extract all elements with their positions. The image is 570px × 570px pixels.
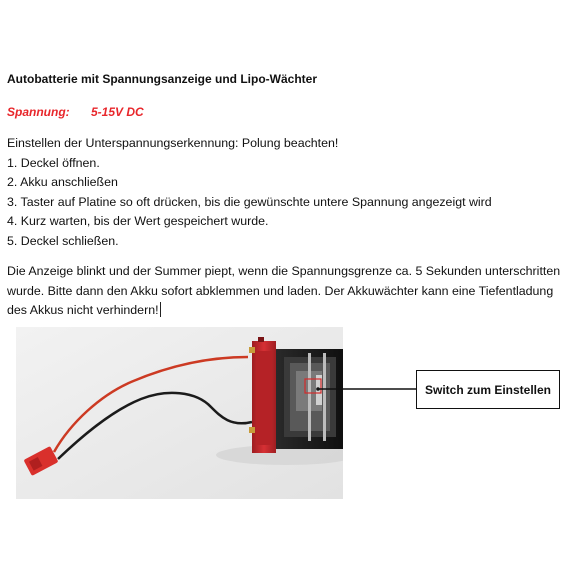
note-line-3: des Akkus nicht verhindern! [7, 303, 159, 317]
step-2: 2. Akku anschließen [7, 175, 118, 189]
step-4: 4. Kurz warten, bis der Wert gespeichert wurde. [7, 214, 269, 228]
voltage-label: Spannung: [7, 105, 70, 119]
warning-note [7, 262, 570, 321]
black-housing [274, 349, 343, 449]
battery-monitor-illustration [16, 327, 343, 499]
step-1: 1. Deckel öffnen. [7, 155, 100, 170]
product-photo [16, 327, 343, 499]
instructions-intro: Einstellen der Unterspannungserkennung: Polung beachten! [7, 136, 339, 150]
red-frame [249, 337, 276, 453]
voltage-value: 5-15V DC [91, 105, 144, 119]
document-title: Autobatterie mit Spannungsanzeige und Lipo-Wächter [7, 72, 318, 86]
voltage-spec [7, 105, 144, 119]
instructions [7, 134, 492, 251]
note-line-1: Die Anzeige blinkt und der Summer piept, wenn die Spannungsgrenze ca. 5 Sekunden unterschritten [7, 264, 561, 278]
step-5: 5. Deckel schließen. [7, 233, 119, 248]
note-line-2: wurde. Bitte dann den Akku sofort abklemmen und laden. Der Akkuwächter kann eine Tiefentladung [7, 283, 554, 298]
callout-box: Switch zum Einstellen [416, 370, 560, 409]
text-cursor [160, 302, 161, 317]
step-3: 3. Taster auf Platine so oft drücken, bis die gewünschte untere Spannung angezeigt wird [7, 194, 492, 209]
